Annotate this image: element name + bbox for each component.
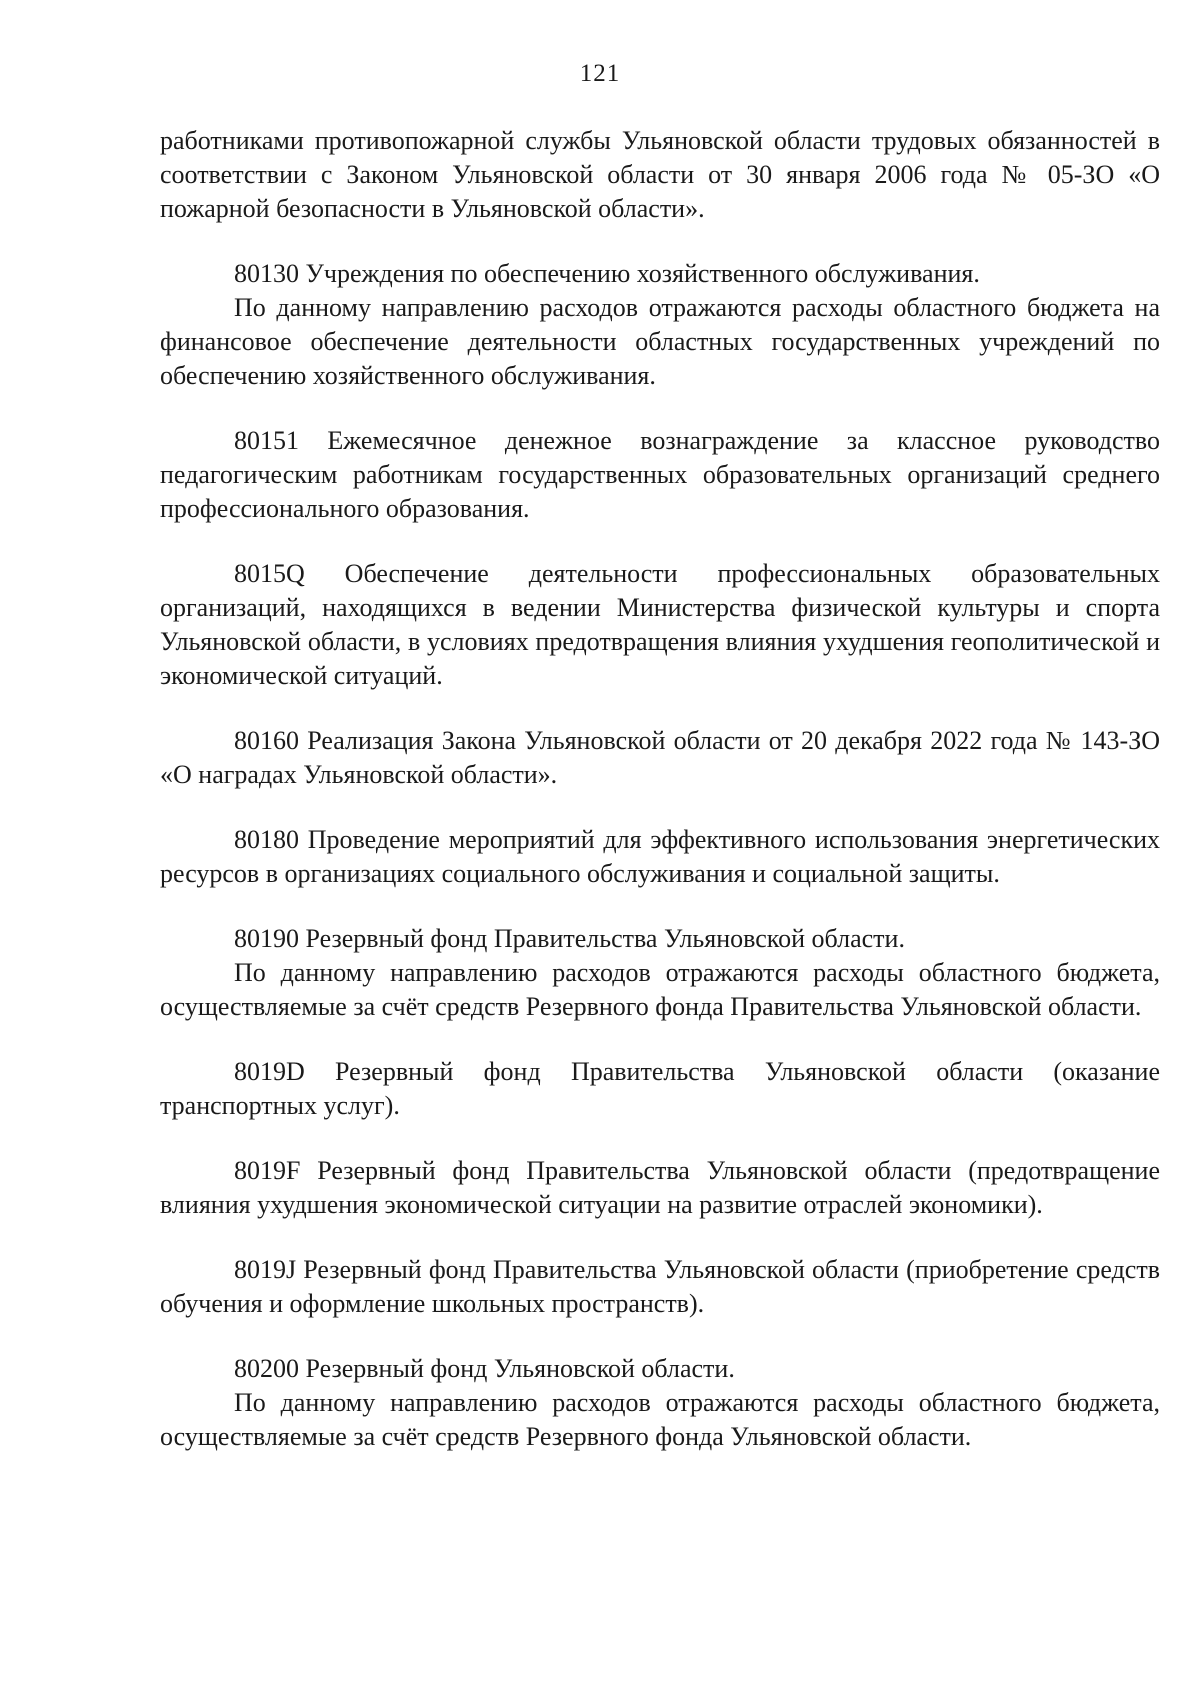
document-section bbox=[160, 124, 1160, 226]
document-body bbox=[160, 124, 1160, 1485]
document-section bbox=[160, 424, 1160, 526]
paragraph: работниками противопожарной службы Ульяновской области трудовых обязанностей в соответствии с Законом Ульяновской области от 30 января 2006 года № 05-ЗО «О пожарной безопасности в Ульяновской области». bbox=[160, 126, 1160, 223]
paragraph: 80200 Резервный фонд Ульяновской области. bbox=[234, 1354, 735, 1383]
paragraph: 8019J Резервный фонд Правительства Ульяновской области (приобретение средств обучения и оформление школьных пространств). bbox=[160, 1255, 1160, 1318]
paragraph: По данному направлению расходов отражаются расходы областного бюджета на финансовое обеспечение деятельности областных государственных учреждений по обеспечению хозяйственного обслуживания. bbox=[160, 293, 1160, 390]
paragraph: 80151 Ежемесячное денежное вознаграждение за классное руководство педагогическим работникам государственных образовательных организаций среднего профессионального образования. bbox=[160, 426, 1160, 523]
paragraph: 8015Q Обеспечение деятельности профессиональных образовательных организаций, находящихся в ведении Министерства физической культуры и спорта Ульяновской области, в условиях предотвращения влияния ухудшения геополитической и экономической ситуаций. bbox=[160, 559, 1160, 690]
document-section bbox=[160, 557, 1160, 693]
document-section bbox=[160, 1352, 1160, 1454]
document-section bbox=[160, 1055, 1160, 1123]
document-section bbox=[160, 1154, 1160, 1222]
paragraph: 80160 Реализация Закона Ульяновской области от 20 декабря 2022 года № 143-ЗО «О наградах Ульяновской области». bbox=[160, 726, 1160, 789]
paragraph: По данному направлению расходов отражаются расходы областного бюджета, осуществляемые за счёт средств Резервного фонда Правительства Ульяновской области. bbox=[160, 958, 1160, 1021]
paragraph: 8019D Резервный фонд Правительства Ульяновской области (оказание транспортных услуг). bbox=[160, 1057, 1160, 1120]
paragraph: 80190 Резервный фонд Правительства Ульяновской области. bbox=[234, 924, 905, 953]
paragraph: По данному направлению расходов отражаются расходы областного бюджета, осуществляемые за счёт средств Резервного фонда Ульяновской области. bbox=[160, 1388, 1160, 1451]
paragraph: 8019F Резервный фонд Правительства Ульяновской области (предотвращение влияния ухудшения экономической ситуации на развитие отраслей экономики). bbox=[160, 1156, 1160, 1219]
document-section bbox=[160, 823, 1160, 891]
document-section bbox=[160, 724, 1160, 792]
document-section bbox=[160, 1253, 1160, 1321]
page-number: 121 bbox=[579, 60, 621, 87]
paragraph: 80130 Учреждения по обеспечению хозяйственного обслуживания. bbox=[234, 259, 980, 288]
document-section bbox=[160, 257, 1160, 393]
paragraph: 80180 Проведение мероприятий для эффективного использования энергетических ресурсов в организациях социального обслуживания и социальной защиты. bbox=[160, 825, 1160, 888]
document-section bbox=[160, 922, 1160, 1024]
